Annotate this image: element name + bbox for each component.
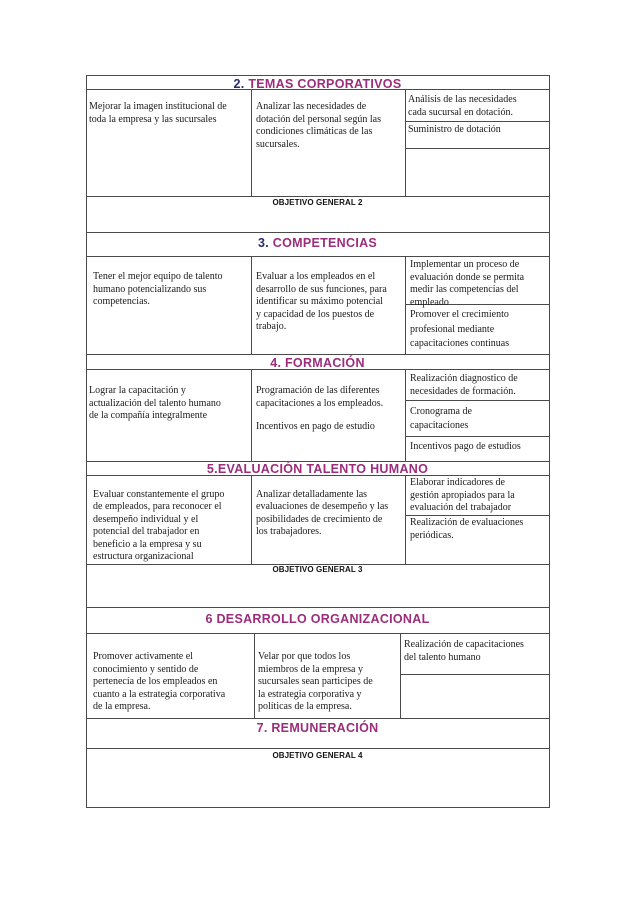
section-title-evaluacion-talento-humano: 5.EVALUACIÓN TALENTO HUMANO xyxy=(206,462,429,476)
s6-col2-text: Velar por que todos los miembros de la empresa y sucursales sean participes de la estrategia corporativa y políticas de la empresa. xyxy=(258,651,373,713)
s2-col3b-text: Suministro de dotación xyxy=(408,124,501,135)
objetivo-general-4: OBJETIVO GENERAL 4 xyxy=(272,751,363,760)
s3-col2-text: Evaluar a los empleados en el desarrollo de sus funciones, para identificar su máximo potencial y capacidad de los puestos de trabajo. xyxy=(256,271,387,333)
section-title-temas-corporativos: 2. TEMAS CORPORATIVOS xyxy=(233,77,402,91)
s4-col3c-text: Incentivos pago de estudios xyxy=(410,441,521,452)
s5-col3b-text: Realización de evaluaciones periódicas. xyxy=(410,517,524,541)
objetivo-general-2: OBJETIVO GENERAL 2 xyxy=(272,198,363,207)
objetivo-general-3: OBJETIVO GENERAL 3 xyxy=(272,565,363,574)
s6-col1-text: Promover activamente el conocimiento y sentido de pertenecía de los empleados en cuanto a la estrategia corporativa de la empresa. xyxy=(93,651,226,713)
s4-col2b-text: Incentivos en pago de estudio xyxy=(256,421,375,432)
s3-col3b-text: Promover el crecimiento profesional mediante capacitaciones continuas xyxy=(410,309,510,349)
s2-col2-text: Analizar las necesidades de dotación del personal según las condiciones climáticas de las sucursales. xyxy=(256,101,381,150)
s4-col3b-text: Cronograma de capacitaciones xyxy=(410,406,472,431)
section-title-remuneracion: 7. REMUNERACIÓN xyxy=(256,721,379,735)
section-title-formacion: 4. FORMACIÓN xyxy=(270,356,365,370)
s4-col3a-text: Realización diagnostico de necesidades de formación. xyxy=(410,373,518,397)
s4-col2a-text: Programación de las diferentes capacitaciones a los empleados. xyxy=(256,385,384,409)
s5-col1-text: Evaluar constantemente el grupo de empleados, para reconocer el desempeño individual y el potencial del trabajador en beneficio a la empresa y su estructura organizacional xyxy=(93,489,225,563)
s6-col3a-text: Realización de capacitaciones del talento humano xyxy=(404,639,524,663)
s3-col1-text: Tener el mejor equipo de talento humano potencializando sus competencias. xyxy=(93,271,223,308)
s2-col3a-text: Análisis de las necesidades cada sucursal en dotación. xyxy=(408,94,517,118)
s2-col1-text: Mejorar la imagen institucional de toda la empresa y las sucursales xyxy=(89,101,227,125)
s5-col3a-text: Elaborar indicadores de gestión apropiados para la evaluación del trabajador xyxy=(410,477,515,514)
section-title-desarrollo-organizacional: 6 DESARROLLO ORGANIZACIONAL xyxy=(205,612,430,626)
section-title-competencias: 3. COMPETENCIAS xyxy=(257,236,378,250)
s4-col1-text: Lograr la capacitación y actualización del talento humano de la compañía integralmente xyxy=(89,385,221,422)
s3-col3a-text: Implementar un proceso de evaluación donde se permita medir las competencias del empleado xyxy=(410,259,525,308)
s5-col2-text: Analizar detalladamente las evaluaciones de desempeño y las posibilidades de crecimiento de los trabajadores. xyxy=(256,489,389,538)
